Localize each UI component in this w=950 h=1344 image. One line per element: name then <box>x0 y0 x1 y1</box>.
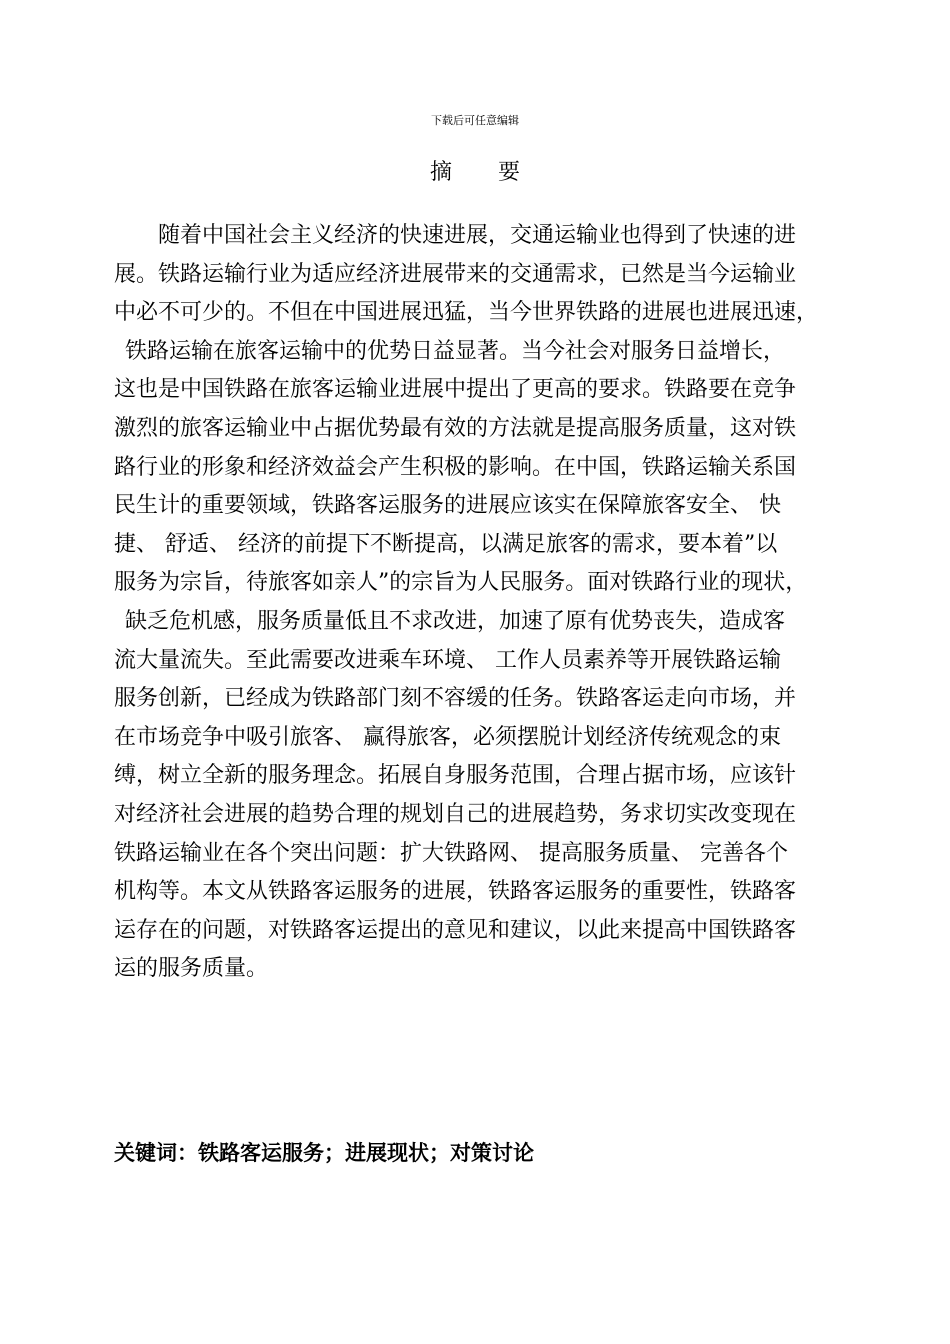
page-title <box>0 158 950 188</box>
abstract-line: 路行业的形象和经济效益会产生积极的影响。在中国，铁路运输关系国 <box>114 454 797 480</box>
abstract-line: 缚，树立全新的服务理念。拓展自身服务范围，合理占据市场，应该针 <box>114 763 797 789</box>
abstract-line: 捷、 舒适、 经济的前提下不断提高，以满足旅客的需求，要本着”以 <box>114 531 778 557</box>
header-note: 下载后可任意编辑 <box>431 114 519 127</box>
abstract-line: 在市场竞争中吸引旅客、 赢得旅客，必须摆脱计划经济传统观念的束 <box>114 724 781 750</box>
title-char-1: 摘 <box>429 160 452 185</box>
abstract-line: 对经济社会进展的趋势合理的规划自己的进展趋势，务求切实改变现在 <box>114 801 797 827</box>
abstract-body <box>114 217 844 989</box>
abstract-line: 流大量流失。至此需要改进乘车环境、 工作人员素养等开展铁路运输 <box>114 647 781 673</box>
abstract-line: 机构等。本文从铁路客运服务的进展，铁路客运服务的重要性，铁路客 <box>114 879 797 905</box>
abstract-line: 运存在的问题，对铁路客运提出的意见和建议，以此来提高中国铁路客 <box>114 917 797 943</box>
abstract-line: 中必不可少的。不但在中国进展迅猛，当今世界铁路的进展也进展迅速， <box>114 300 819 326</box>
abstract-line: 服务创新，已经成为铁路部门刻不容缓的任务。铁路客运走向市场，并 <box>114 686 797 712</box>
abstract-line: 随着中国社会主义经济的快速进展，交通运输业也得到了快速的进 <box>158 223 797 248</box>
abstract-line: 民生计的重要领域，铁路客运服务的进展应该实在保障旅客安全、 快 <box>114 493 781 519</box>
title-char-2: 要 <box>498 160 521 185</box>
abstract-line: 铁路运输业在各个突出问题：扩大铁路网、 提高服务质量、 完善各个 <box>114 840 788 866</box>
abstract-line: 服务为宗旨，待旅客如亲人”的宗旨为人民服务。面对铁路行业的现状， <box>114 570 808 596</box>
abstract-line: 这也是中国铁路在旅客运输业进展中提出了更高的要求。铁路要在竞争 <box>114 377 797 403</box>
abstract-line: 缺乏危机感，服务质量低且不求改进，加速了原有优势丧失，造成客 <box>125 608 786 634</box>
abstract-line: 铁路运输在旅客运输中的优势日益显著。当今社会对服务日益增长， <box>125 338 786 364</box>
abstract-line: 运的服务质量。 <box>114 956 269 982</box>
keywords-line: 关键词：铁路客运服务；进展现状；对策讨论 <box>114 1141 534 1165</box>
abstract-line: 展。铁路运输行业为适应经济进展带来的交通需求，已然是当今运输业 <box>114 261 797 287</box>
abstract-line: 激烈的旅客运输业中占据优势最有效的方法就是提高服务质量，这对铁 <box>114 415 797 441</box>
